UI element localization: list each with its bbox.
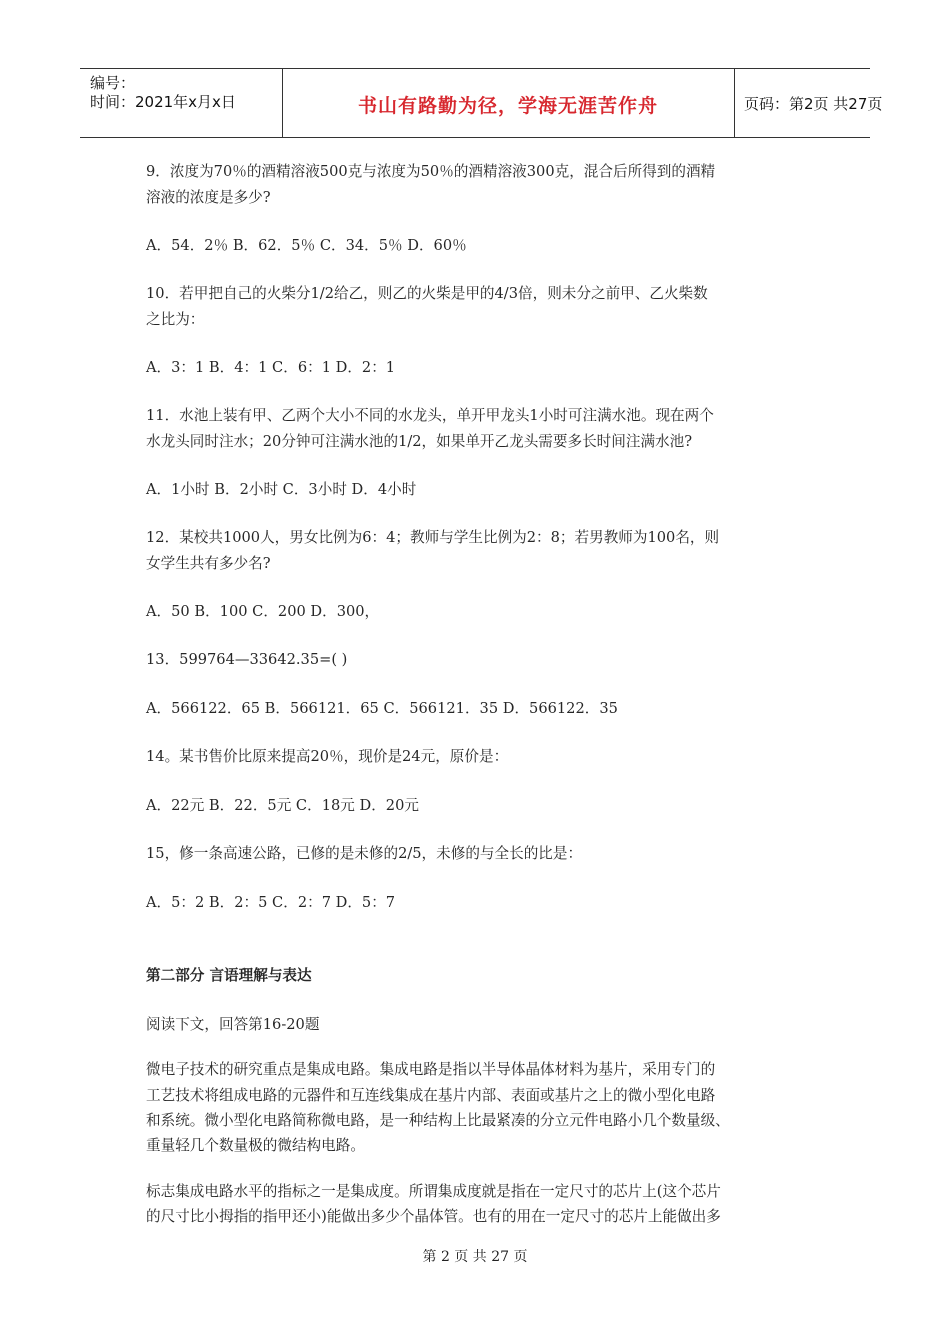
header-motto: 书山有路勤为径，学海无涯苦作舟	[357, 95, 658, 117]
passage-1-line-4: 重量轻几个数量极的微结构电路。	[146, 1137, 365, 1154]
header-page-info: 页码：第2页 共27页	[744, 95, 883, 113]
question-10-line-1: 10．若甲把自己的火柴分1/2给乙，则乙的火柴是甲的4/3倍，则未分之前甲、乙火柴数	[146, 285, 708, 302]
question-12-options: A．50 B．100 C．200 D．300，	[146, 603, 380, 620]
passage-1-line-3: 和系统。微小型化电路简称微电路，是一种结构上比最紧凑的分立元件电路小几个数量级、	[146, 1112, 730, 1129]
page-header	[80, 68, 883, 138]
question-15-options: A．5：2 B．2：5 C．2：7 D．5：7	[146, 894, 396, 911]
question-11-line-1: 11．水池上装有甲、乙两个大小不同的水龙头，单开甲龙头1小时可注满水池。现在两个	[146, 407, 714, 424]
passage-2-line-1: 标志集成电路水平的指标之一是集成度。所谓集成度就是指在一定尺寸的芯片上(这个芯片	[146, 1183, 721, 1200]
question-13-line-1: 13．599764—33642.35=( )	[146, 651, 348, 668]
header-page-cell	[734, 69, 883, 137]
question-15-line-1: 15，修一条高速公路，已修的是未修的2/5，未修的与全长的比是：	[146, 845, 583, 862]
question-14-line-1: 14。某书售价比原来提高20％，现价是24元，原价是：	[146, 748, 509, 765]
section-instruction: 阅读下文，回答第16-20题	[146, 1016, 320, 1033]
question-10-options: A．3：1 B．4：1 C．6：1 D．2：1	[146, 359, 396, 376]
page-footer: 第 2 页 共 27 页	[422, 1249, 528, 1265]
question-10-line-2: 之比为：	[146, 311, 205, 328]
question-9-options: A．54．2％ B．62．5％ C．34．5％ D．60％	[146, 237, 467, 254]
question-11-line-2: 水龙头同时注水；20分钟可注满水池的1/2，如果单开乙龙头需要多长时间注满水池?	[146, 433, 693, 450]
question-11-options: A．1小时 B．2小时 C．3小时 D．4小时	[146, 481, 417, 498]
header-motto-cell	[282, 69, 735, 137]
question-14-options: A．22元 B．22．5元 C．18元 D．20元	[146, 797, 419, 814]
document-number-label: 编号：	[90, 74, 136, 92]
question-9-line-2: 溶液的浓度是多少?	[146, 189, 271, 206]
question-12-line-2: 女学生共有多少名?	[146, 555, 271, 572]
passage-1-line-1: 微电子技术的研究重点是集成电路。集成电路是指以半导体晶体材料为基片，采用专门的	[146, 1061, 716, 1078]
question-9-line-1: 9．浓度为70％的酒精溶液500克与浓度为50％的酒精溶液300克，混合后所得到的酒精	[146, 163, 716, 180]
passage-2-line-2: 的尺寸比小拇指的指甲还小)能做出多少个晶体管。也有的用在一定尺寸的芯片上能做出多	[146, 1208, 721, 1225]
document-time-label: 时间：2021年x月x日	[90, 93, 236, 111]
question-12-line-1: 12．某校共1000人，男女比例为6：4；教师与学生比例为2：8；若男教师为100名，则	[146, 529, 720, 546]
header-info-cell	[80, 69, 283, 137]
question-13-options: A．566122．65 B．566121．65 C．566121．35 D．566122．35	[146, 700, 618, 717]
section-title: 第二部分 言语理解与表达	[146, 967, 312, 984]
passage-1-line-2: 工艺技术将组成电路的元器件和互连线集成在基片内部、表面或基片之上的微小型化电路	[146, 1087, 716, 1104]
